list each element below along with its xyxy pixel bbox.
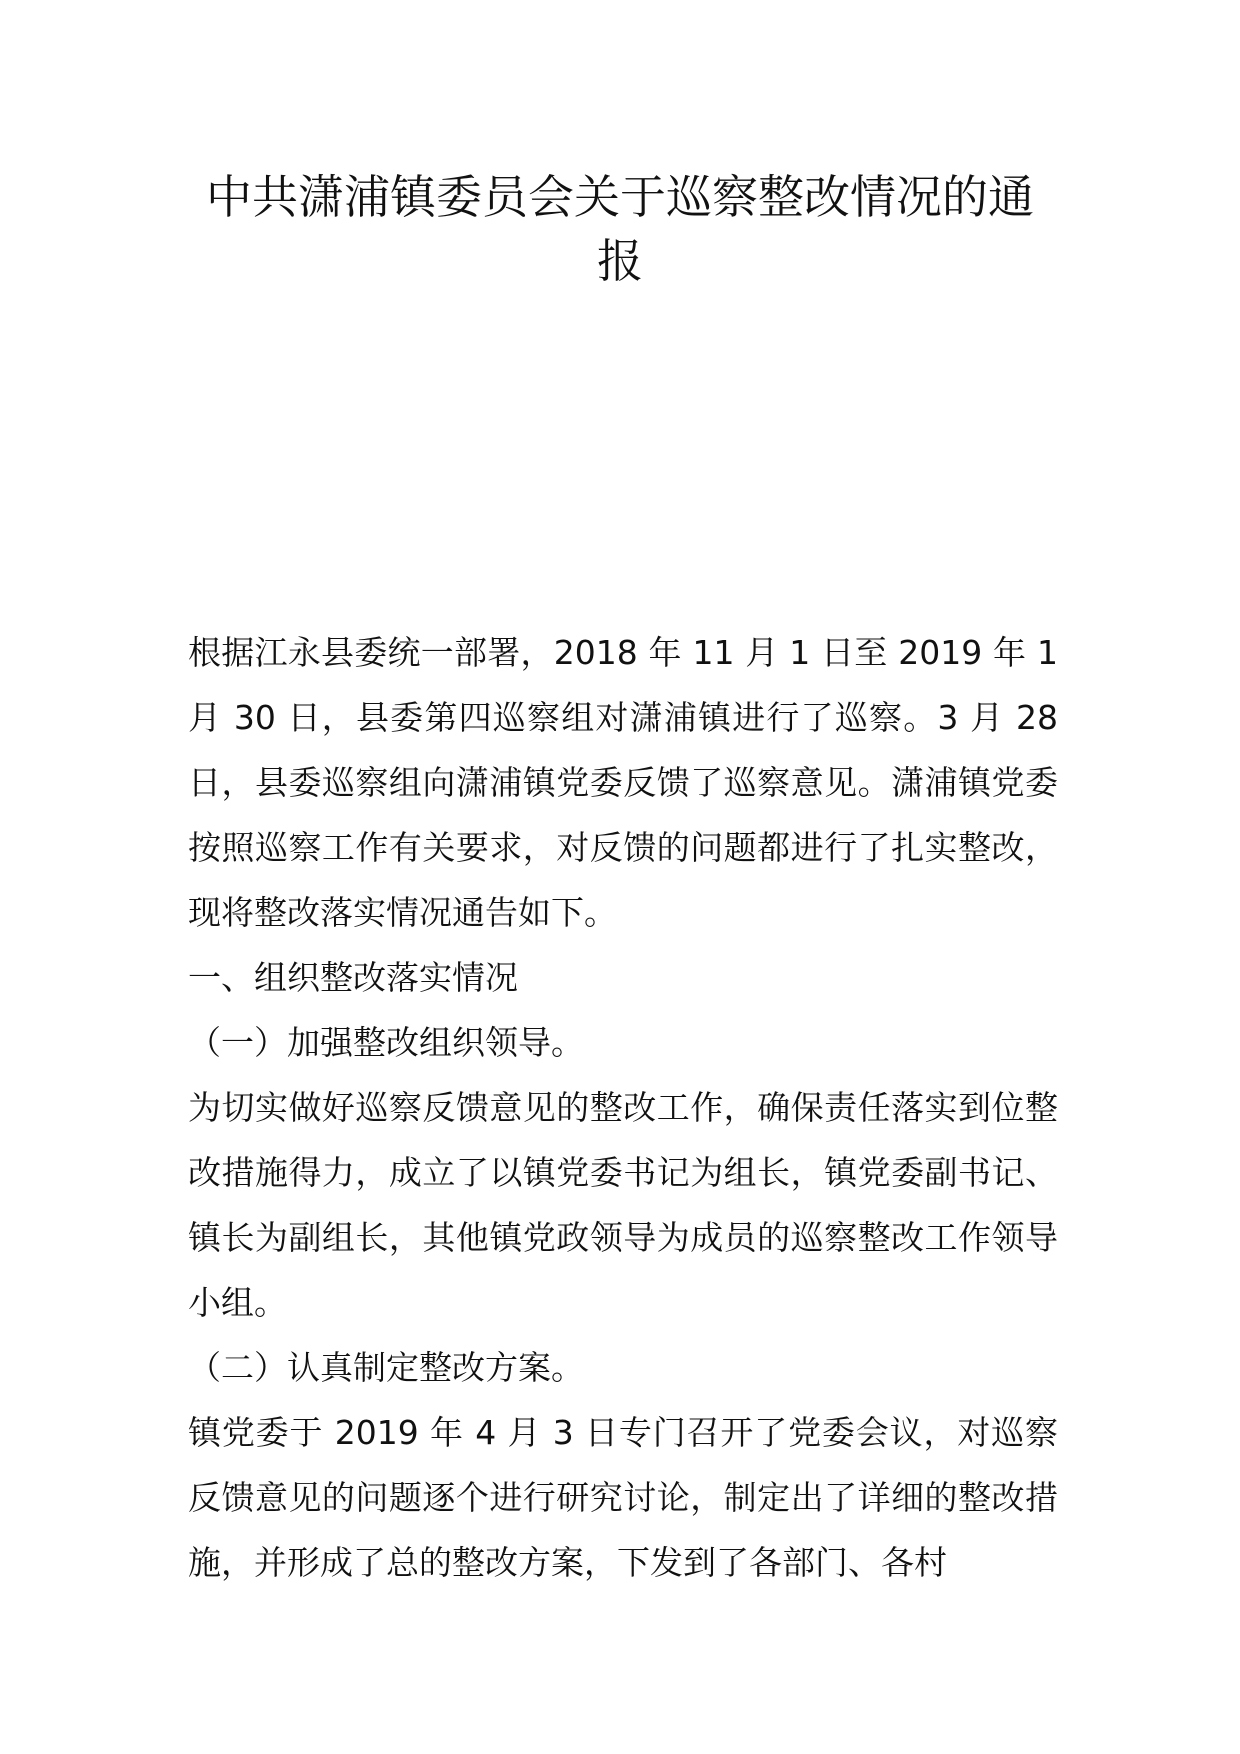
body-paragraph-1: 为切实做好巡察反馈意见的整改工作，确保责任落实到位整改措施得力，成立了以镇党委书记为组长，镇党委副书记、镇长为副组长，其他镇党政领导为成员的巡察整改工作领导小组。 bbox=[188, 1088, 1058, 1322]
body-paragraph-2: 镇党委于 2019 年 4 月 3 日专门召开了党委会议，对巡察反馈意见的问题逐个进行研究讨论，制定出了详细的整改措施，并形成了总的整改方案，下发到了各部门、各村 bbox=[188, 1413, 1058, 1582]
subsection-heading-2: （二）认真制定整改方案。 bbox=[188, 1348, 584, 1387]
document-title: 中共潇浦镇委员会关于巡察整改情况的通报 bbox=[206, 170, 1034, 288]
subsection-heading-1: （一）加强整改组织领导。 bbox=[188, 1023, 584, 1062]
intro-paragraph: 根据江永县委统一部署，2018 年 11 月 1 日至 2019 年 1 月 30 日，县委第四巡察组对潇浦镇进行了巡察。3 月 28 日，县委巡察组向潇浦镇党委反馈了巡察意见。潇浦镇党委按照巡察工作有关要求，对反馈的问题都进行了扎实整改，现将整改落实情况通告如下。 bbox=[188, 633, 1058, 932]
document-body bbox=[188, 620, 1058, 1595]
section-heading-1: 一、组织整改落实情况 bbox=[188, 958, 518, 997]
